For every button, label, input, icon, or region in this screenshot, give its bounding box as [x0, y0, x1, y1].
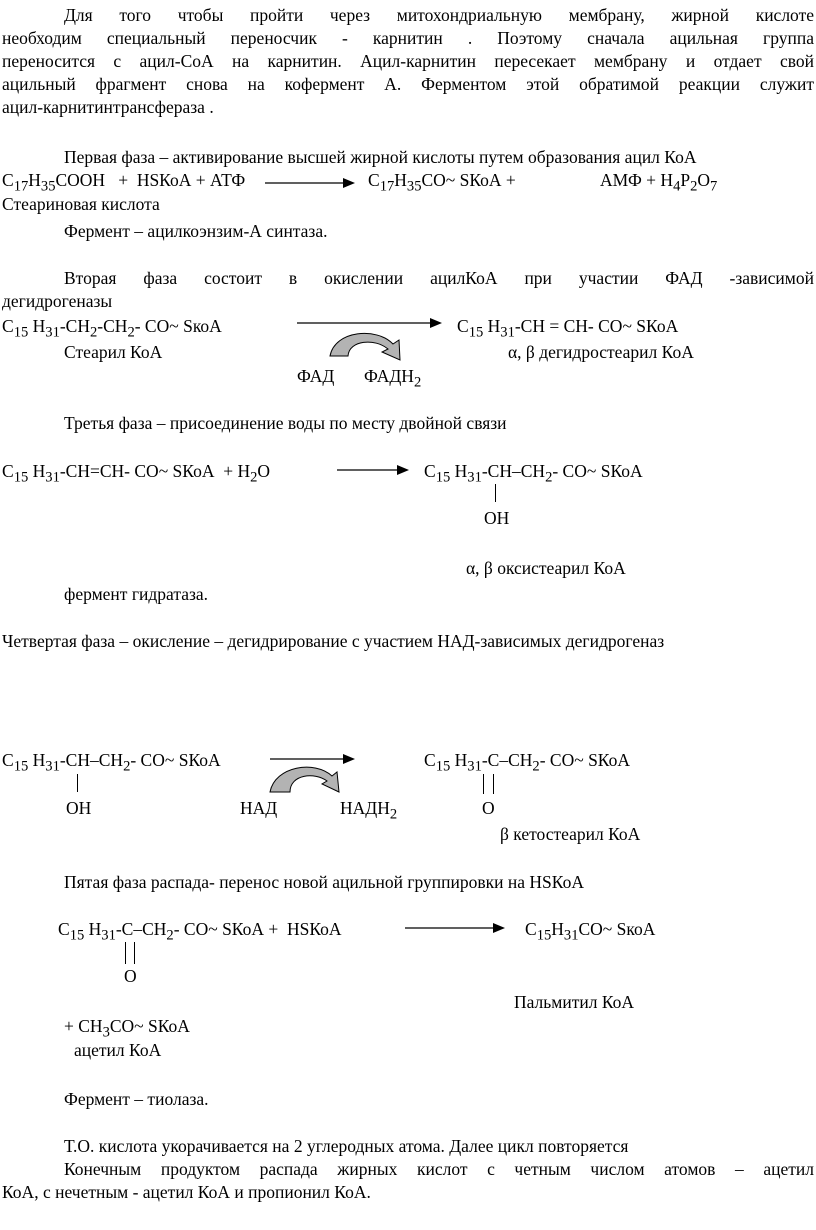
phase2-product-name: α, β дегидростеарил КоА [508, 342, 694, 362]
phase5-enzyme: Фермент – тиолаза. [64, 1089, 209, 1109]
phase1-arrow [265, 175, 355, 189]
phase4-product-name: β кетостеарил КоА [500, 824, 641, 844]
conclusion-line-1: Т.О. кислота укорачивается на 2 углеродных атома. Далее цикл повторяется [64, 1136, 629, 1156]
phase2-title-line-2: дегидрогеназы [2, 291, 113, 311]
phase3-product: $С_{15}$ $Н_{31}-СН-СН_2-$ СО~ SКоА [424, 461, 643, 486]
intro-line-2: необходим специальный переносчик - карнитин . Поэтому сначала ацильная группа [2, 28, 814, 48]
phase4-cofactor-nad: НАД [240, 798, 278, 818]
intro-line-5: ацил-карнитинтрансфераза . [2, 97, 214, 117]
conclusion-line-3: КоА, с нечетным - ацетил КоА и пропионил КоА. [2, 1182, 371, 1202]
phase3-arrow [337, 463, 409, 477]
intro-line-3: переносится с ацил-СоА на карнитин. Ацил-карнитин пересекает мембрану и отдает свой [2, 51, 814, 71]
intro-line-1: Для того чтобы пройти через митохондриальную мембрану, жирной кислоте [64, 5, 814, 25]
phase2-title-line-1: Вторая фаза состоит в окислении ацилКоА при участии ФАД -зависимой [64, 268, 814, 288]
phase4-cofactor-nadh2: $НАДН_2$ [340, 798, 398, 823]
phase5-title: Пятая фаза распада- перенос новой ацильной группировки на HSКоА [64, 872, 584, 892]
phase4-product: $С_{15}$ $Н_{31}-С-СН_2-$ СО~ SКоА [424, 750, 630, 775]
phase4-double-bond-line-1 [483, 774, 484, 794]
phase5-double-bond-line-2 [134, 942, 135, 964]
phase2-reactant-name: Стеарил КоА [64, 342, 163, 362]
phase5-second-product-name: ацетил КоА [74, 1040, 162, 1060]
phase5-reactants: $С_{15}$ $Н_{31}-С-СН_2-$ СО~ SКоА + HSКоА [58, 919, 342, 944]
phase1-product-1: $С_{17}Н_{35}СО\sim$ SКоА + [368, 170, 516, 195]
phase3-enzyme: фермент гидратаза. [64, 584, 209, 604]
phase5-o: О [124, 966, 137, 986]
phase2-cofactor-fadh2: $ФАДН_2$ [364, 366, 422, 391]
phase3-oh: ОН [484, 508, 510, 528]
phase2-reactant: $С_{15}$ $Н_{31}-СН_2-СН_2-$ СО~ SкоА [2, 316, 222, 341]
phase2-title [2, 266, 814, 312]
phase4-reactant: $С_{15}$ $Н_{31}-СН-СН_2-$ СО~ SКоА [2, 750, 221, 775]
phase4-title: Четвертая фаза – окисление – дегидрирование с участием НАД-зависимых дегидрогеназ [2, 631, 665, 651]
phase2-cofactor-fad: ФАД [297, 366, 335, 386]
phase1-reactants: $С_{17}Н_{35}СООН$ + HSКоА + АТФ [2, 170, 246, 195]
phase3-title: Третья фаза – присоединение воды по месту двойной связи [64, 413, 507, 433]
intro-line-4: ацильный фрагмент снова на кофермент А. Ферментом этой обратимой реакции служит [2, 74, 814, 94]
conclusion-paragraph [2, 1157, 814, 1203]
conclusion-line-2: Конечным продуктом распада жирных кислот с четным числом атомов – ацетил [64, 1159, 814, 1179]
phase3-bond-line [495, 484, 496, 502]
phase5-second-product: + $СН_3СО\sim$ SКоА [64, 1016, 190, 1041]
phase1-product-2: АМФ + $Н_4Р_2О_7$ [600, 170, 718, 195]
phase4-oh: ОН [66, 798, 92, 818]
phase5-product-name: Пальмитил КоА [514, 992, 635, 1012]
phase1-enzyme: Фермент – ацилкоэнзим-А синтаза. [64, 221, 328, 241]
phase5-product: $С_{15}Н_{31}СО\sim$ SкоА [525, 919, 656, 944]
phase4-o: О [482, 798, 495, 818]
phase4-double-bond-line-2 [493, 774, 494, 794]
phase4-bond-line [77, 774, 78, 792]
phase5-arrow [405, 921, 505, 935]
intro-paragraph [2, 3, 814, 118]
phase1-reactant-name: Стеариновая кислота [2, 194, 160, 214]
phase5-double-bond-line-1 [125, 942, 126, 964]
phase4-arrow [270, 752, 355, 802]
phase3-reactant: $С_{15}$ $Н_{31}-СН=СН-$ СО~ SКоА + $Н_2О$ [2, 461, 271, 486]
phase2-product: $С_{15}$ $Н_{31}-СН = СН-$ СО~ SКоА [457, 316, 679, 341]
phase3-product-name: α, β оксистеарил КоА [466, 558, 626, 578]
phase1-title: Первая фаза – активирование высшей жирной кислоты путем образования ацил КоА [64, 147, 697, 167]
